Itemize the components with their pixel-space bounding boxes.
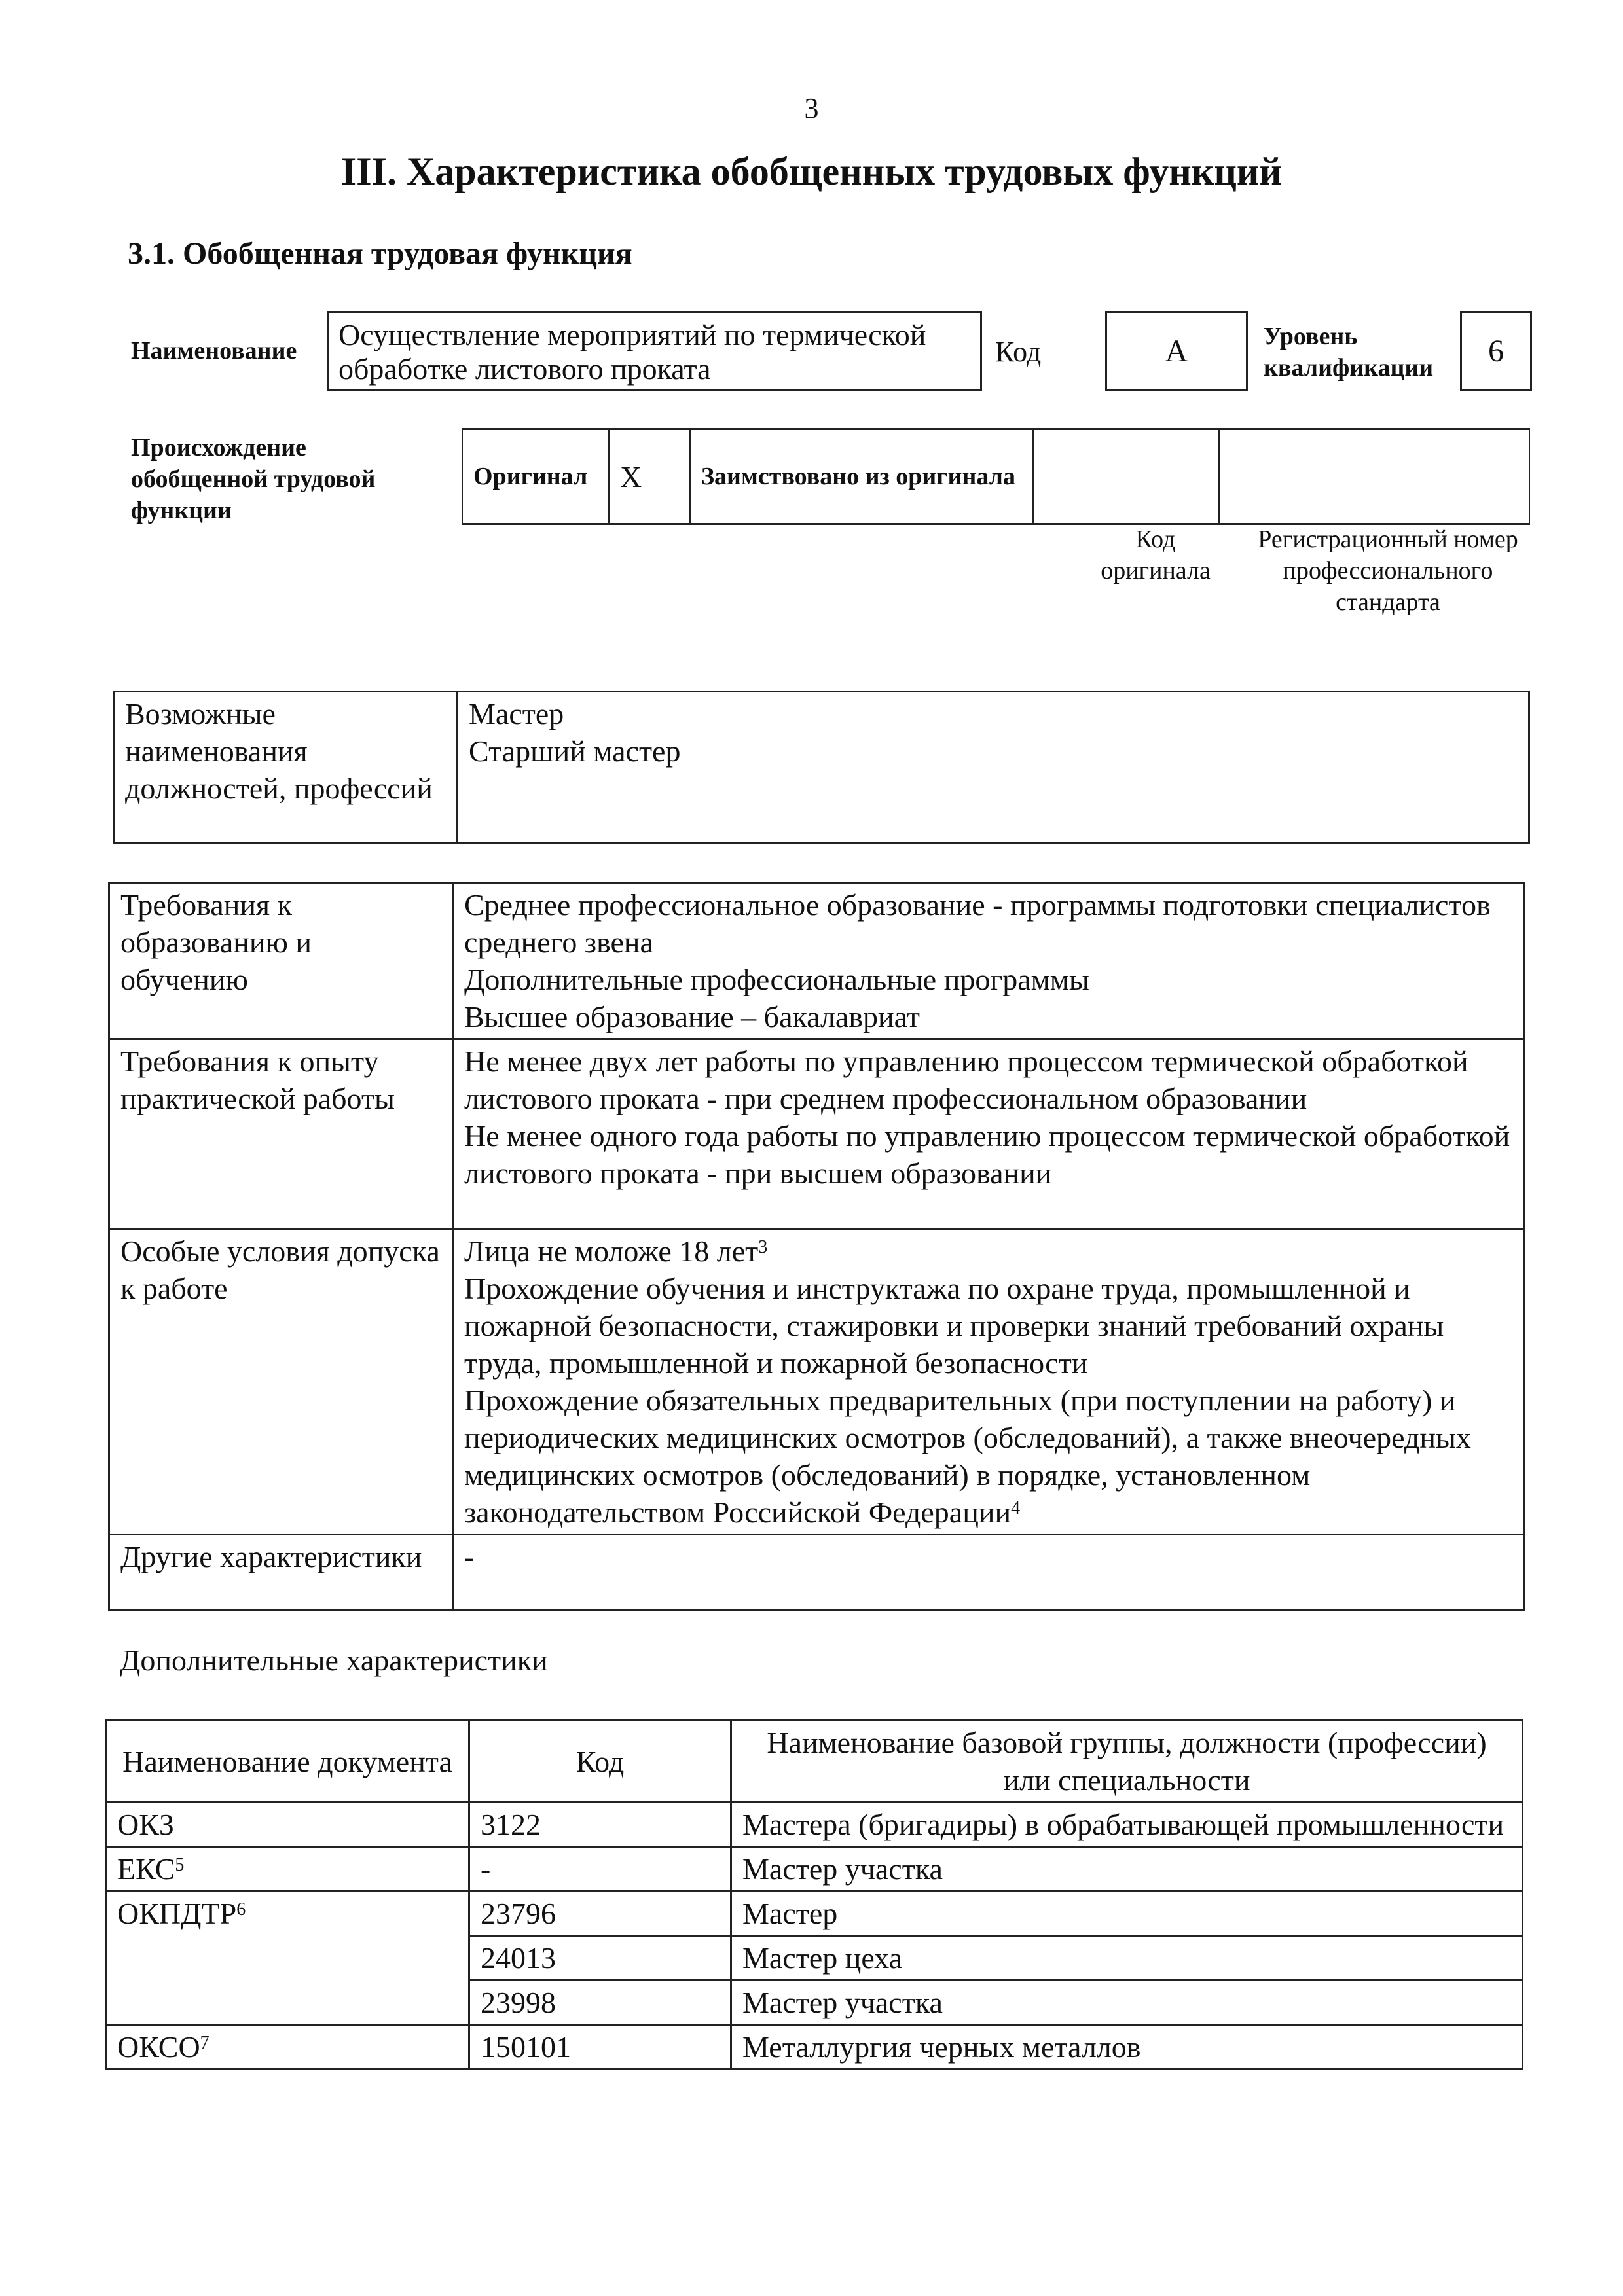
positions-label: Возможные наименования должностей, профессий — [114, 692, 458, 844]
extra-code: 3122 — [469, 1803, 731, 1847]
footnote-ref: 3 — [758, 1237, 768, 1257]
req-other-values — [453, 1535, 1525, 1610]
footnote-ref: 7 — [200, 2033, 210, 2053]
page-number: 3 — [804, 92, 819, 124]
subsection-title: 3.1. Обобщенная трудовая функция — [128, 236, 632, 271]
req-line — [464, 1382, 1513, 1531]
level-box: 6 — [1460, 311, 1532, 391]
extra-code: 23796 — [469, 1892, 731, 1936]
origin-reg-cell — [1219, 429, 1529, 524]
extra-doc: ОКПДТР$^6$ — [106, 1892, 469, 2025]
extra-name: Металлургия черных металлов — [731, 2025, 1523, 2070]
origin-label: Происхождение обобщенной трудовой функции — [131, 434, 376, 524]
borrowed-label: Заимствовано из оригинала — [690, 429, 1033, 524]
section-title: III. Характеристика обобщенных трудовых функций — [340, 150, 1283, 193]
origin-reg-caption: Регистрационный номер профессионального стандарта — [1258, 526, 1518, 616]
extra-doc: ЕКС$^5$ — [106, 1847, 469, 1892]
position-item: Старший мастер — [469, 734, 681, 768]
name-label: Наименование — [131, 337, 297, 365]
positions-values — [458, 692, 1529, 844]
code-box: А — [1105, 311, 1248, 391]
req-line: Не менее двух лет работы по управлению процессом термической обработкой листового проката - при среднем профессиональном образовании — [464, 1045, 1468, 1115]
extra-doc: ОКСО$^7$ — [106, 2025, 469, 2070]
req-experience-values — [453, 1039, 1525, 1229]
req-education-values — [453, 883, 1525, 1039]
positions-table — [113, 691, 1530, 844]
origin-table — [462, 428, 1530, 525]
extra-header-doc: Наименование документа — [106, 1721, 469, 1803]
req-line: Высшее образование – бакалавриат — [464, 1000, 920, 1033]
extra-code: 24013 — [469, 1936, 731, 1981]
extra-name: Мастера (бригадиры) в обрабатывающей промышленности — [731, 1803, 1523, 1847]
function-name-box: Осуществление мероприятий по термической обработке листового проката — [327, 311, 982, 391]
level-label: Уровень квалификации — [1264, 323, 1434, 382]
requirements-table — [108, 882, 1525, 1611]
extra-title: Дополнительные характеристики — [120, 1643, 548, 1677]
req-other-label: Другие характеристики — [109, 1535, 453, 1610]
footnote-ref: 5 — [175, 1855, 185, 1875]
extra-code: 23998 — [469, 1981, 731, 2025]
code-label: Код — [995, 336, 1042, 368]
req-line: - — [464, 1540, 475, 1573]
req-line-text: Прохождение обязательных предварительных (при поступлении на работу) и периодических медицинских осмотров (обследований), а также внеочередных медицинских осмотров (обследований) в порядке, установленном законодательством Российской Федерации — [464, 1384, 1471, 1529]
extra-name: Мастер цеха — [731, 1936, 1523, 1981]
extra-name: Мастер участка — [731, 1847, 1523, 1892]
footnote-ref: 4 — [1011, 1498, 1021, 1518]
original-mark: X — [609, 429, 690, 524]
req-conditions-label: Особые условия допуска к работе — [109, 1229, 453, 1535]
origin-code-cell — [1033, 429, 1219, 524]
extra-doc: ОКЗ — [106, 1803, 469, 1847]
req-conditions-values — [453, 1229, 1525, 1535]
req-line — [464, 1232, 1513, 1270]
original-label: Оригинал — [462, 429, 609, 524]
extra-table — [105, 1719, 1523, 2070]
footnote-ref: 6 — [236, 1899, 246, 1920]
req-education-label: Требования к образованию и обучению — [109, 883, 453, 1039]
extra-header-name: Наименование базовой группы, должности (профессии) или специальности — [731, 1721, 1523, 1803]
req-line: Среднее профессиональное образование - программы подготовки специалистов среднего звена — [464, 888, 1491, 959]
extra-header-code: Код — [469, 1721, 731, 1803]
extra-code: 150101 — [469, 2025, 731, 2070]
req-line: Дополнительные профессиональные программы — [464, 963, 1089, 996]
origin-code-caption: Код оригинала — [1101, 526, 1211, 584]
req-line-text: Лица не моложе 18 лет — [464, 1234, 759, 1268]
extra-name: Мастер участка — [731, 1981, 1523, 2025]
req-line: Прохождение обучения и инструктажа по охране труда, промышленной и пожарной безопасности, стажировки и проверки знаний требований охраны труда, промышленной и пожарной безопасности — [464, 1272, 1444, 1380]
extra-code: - — [469, 1847, 731, 1892]
req-line: Не менее одного года работы по управлению процессом термической обработкой листового проката - при высшем образовании — [464, 1119, 1510, 1190]
position-item: Мастер — [469, 697, 564, 730]
extra-name: Мастер — [731, 1892, 1523, 1936]
req-experience-label: Требования к опыту практической работы — [109, 1039, 453, 1229]
